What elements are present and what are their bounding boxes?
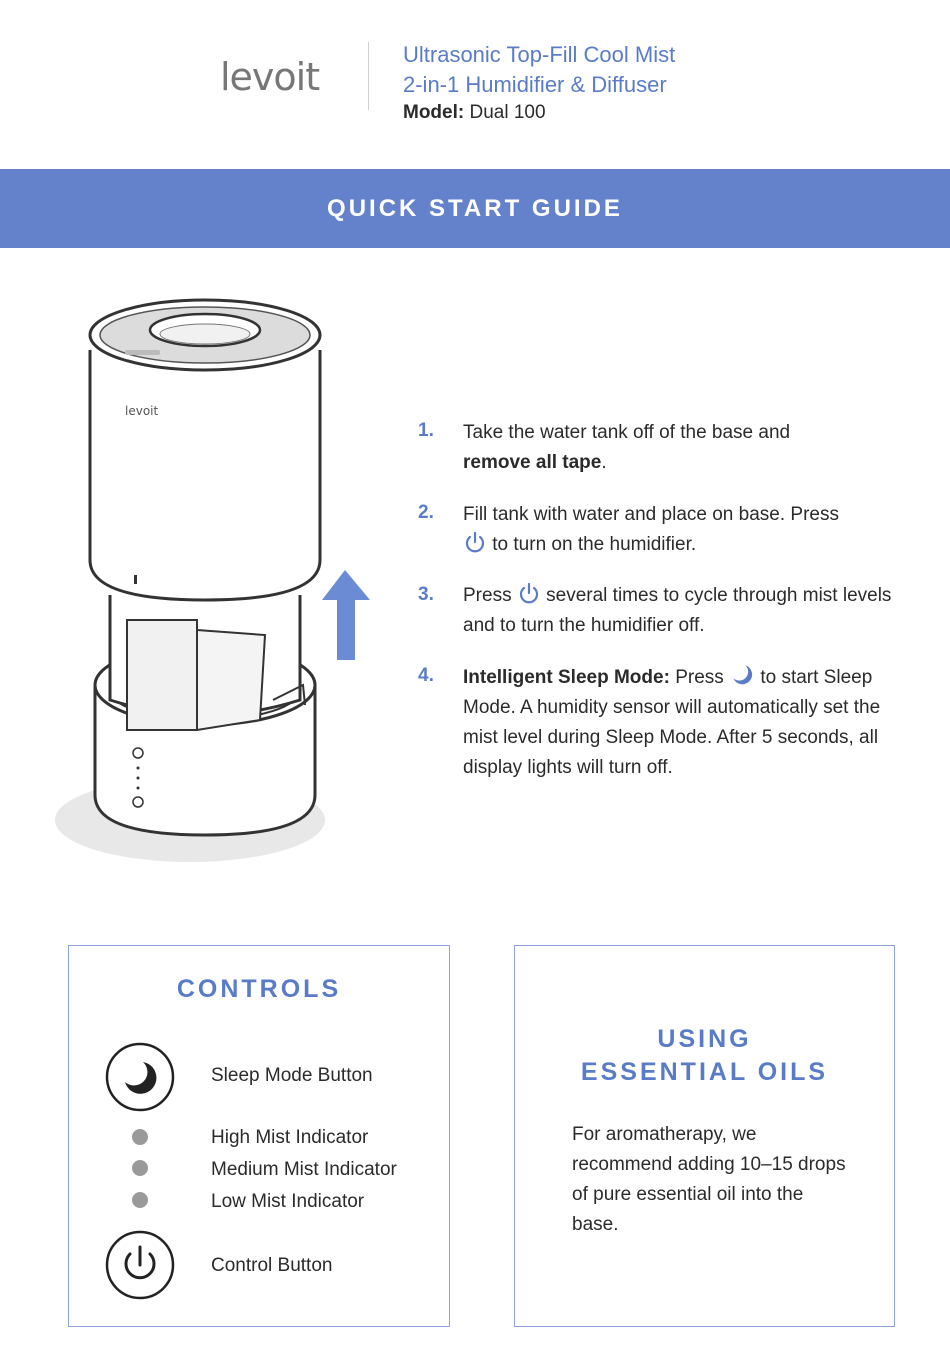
humidifier-illustration [55, 290, 385, 875]
product-title-line-2: 2-in-1 Humidifier & Diffuser [403, 72, 667, 97]
sleep-mode-label: Sleep Mode Button [211, 1065, 373, 1086]
step-1-line: Take the water tank off of the base and [463, 422, 791, 443]
step-4-pre: Press [675, 667, 724, 688]
step-2-pre: Fill tank with water and place on base. Press [463, 504, 839, 525]
high-mist-indicator-icon [132, 1129, 148, 1145]
step-4-post: to start Sleep Mode. A humidity sensor will automatically set the mist level during Sleep Mode. After 5 seconds, all display lights will turn off. [463, 667, 881, 778]
step-2-number: 2. [418, 502, 434, 523]
step-3-post: several times to cycle through mist levels and to turn the humidifier off. [463, 585, 892, 636]
essential-oils-title-line-1: USING [657, 1025, 752, 1053]
step-3-number: 3. [418, 584, 434, 605]
model-line [403, 102, 546, 124]
low-mist-indicator-icon [132, 1192, 148, 1208]
low-mist-label: Low Mist Indicator [211, 1191, 365, 1212]
power-icon [463, 531, 487, 555]
essential-oils-title [514, 1023, 895, 1089]
step-1-bold: remove all tape [463, 452, 602, 473]
control-button-icon [105, 1230, 175, 1300]
essential-oils-text: For aromatherapy, we recommend adding 10–15 drops of pure essential oil into the base. [572, 1124, 846, 1235]
tank-logo: levoit [125, 404, 159, 418]
step-3-pre: Press [463, 585, 512, 606]
levoit-logo: levoit [220, 55, 320, 99]
essential-oils-title-line-2: ESSENTIAL OILS [580, 1058, 829, 1086]
product-title-line-1: Ultrasonic Top-Fill Cool Mist [403, 42, 676, 67]
step-3-text [463, 581, 903, 641]
medium-mist-indicator-icon [132, 1160, 148, 1176]
step-4-text [463, 662, 893, 783]
step-2-text [463, 500, 903, 560]
banner-title: QUICK START GUIDE [327, 195, 623, 222]
controls-title: CONTROLS [176, 975, 342, 1003]
step-4-bold: Intelligent Sleep Mode: [463, 667, 670, 688]
step-4-number: 4. [418, 665, 434, 686]
step-2-post: to turn on the humidifier. [492, 534, 697, 555]
high-mist-label: High Mist Indicator [211, 1127, 369, 1148]
model-value: Dual 100 [469, 102, 546, 123]
power-icon [517, 582, 541, 606]
step-1-number: 1. [418, 420, 434, 441]
sleep-mode-button-icon [105, 1042, 175, 1112]
model-label: Model: [403, 102, 465, 123]
step-1-tail: . [601, 452, 607, 473]
moon-icon [729, 662, 755, 688]
header-divider [368, 42, 369, 110]
medium-mist-label: Medium Mist Indicator [211, 1159, 397, 1180]
product-title [403, 40, 675, 100]
control-button-label: Control Button [211, 1255, 333, 1276]
quick-start-banner [0, 169, 950, 248]
step-1-text [463, 418, 903, 478]
